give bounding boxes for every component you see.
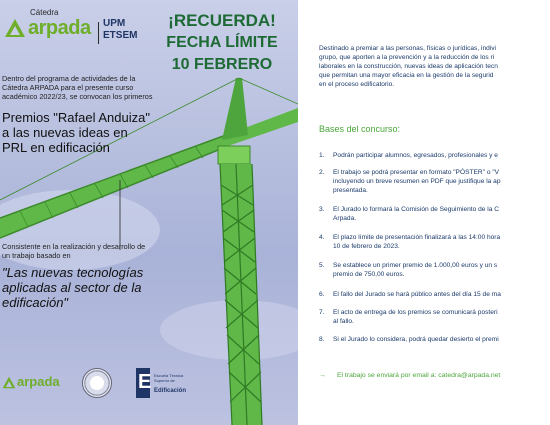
- intro-line: Cátedra ARPADA para el presente curso: [2, 83, 134, 92]
- rule-text: premio de 750,00 euros.: [333, 271, 405, 278]
- arpada-bottom-logo-text: arpada: [17, 374, 60, 389]
- award-description: [319, 44, 550, 89]
- deadline-reminder: [152, 10, 292, 76]
- contest-theme-line: edificación": [2, 295, 69, 310]
- logo-etsem-text: ETSEM: [103, 30, 138, 41]
- arrow-right-icon: →: [319, 372, 326, 379]
- work-description-line: Consistente en la realización y desarrollo de: [2, 242, 146, 251]
- etse-letter-icon: E: [138, 371, 152, 393]
- rule-text: El fallo del Jurado se hará público antes del día 15 de ma: [333, 291, 501, 298]
- award-title-line: PRL en edificación: [2, 140, 110, 155]
- rule-text: El acto de entrega de los premios se comunicará posteri: [333, 309, 498, 316]
- rule-number: 8.: [319, 336, 325, 343]
- work-description-line: un trabajo basado en: [2, 251, 71, 260]
- rule-number: 4.: [319, 234, 325, 241]
- rule-text: El Jurado lo formará la Comisión de Seguimiento de la C: [333, 206, 500, 213]
- description-line: que permitan una mayor eficacia en la gestión de la segurid: [319, 72, 494, 79]
- rule-text: El trabajo se podrá presentar en formato "PÓSTER" o "V: [333, 169, 500, 176]
- rule-number: 3.: [319, 206, 325, 213]
- arpada-triangle-icon: [4, 18, 26, 38]
- award-title-line: a las nuevas ideas en: [2, 125, 128, 140]
- rule-text: al fallo.: [333, 318, 354, 325]
- contest-theme-line: "Las nuevas tecnologías: [2, 265, 144, 280]
- description-line: Destinado a premiar a las personas, físicas o jurídicas, indivi: [319, 45, 497, 52]
- rule-text: Se establece un primer premio de 1.000,00 euros y un s: [333, 262, 498, 269]
- escuela-edificacion-logo: [136, 368, 226, 402]
- logo-divider: [98, 22, 99, 44]
- submission-email-text[interactable]: El trabajo se enviará por email a: catedra@arpada.net: [337, 372, 501, 379]
- rule-number: 6.: [319, 291, 325, 298]
- university-seal-icon: [82, 368, 112, 398]
- etse-logo-subtitle: [154, 373, 224, 383]
- description-line: en el proceso edificatorio.: [319, 81, 395, 88]
- contest-theme: [2, 265, 177, 310]
- intro-text: [2, 74, 212, 101]
- deadline-date: 10 FEBRERO: [171, 56, 273, 73]
- rule-text: 10 de febrero de 2023.: [333, 243, 400, 250]
- award-title: [2, 110, 202, 155]
- contest-theme-line: aplicadas al sector de la: [2, 280, 142, 295]
- rules-heading: Bases del concurso:: [319, 124, 401, 134]
- logo-arpada-text: arpada: [28, 17, 91, 39]
- rule-number: 2.: [319, 169, 325, 176]
- catedra-arpada-upm-logo: [4, 4, 144, 52]
- etse-line: Escuela Técnica: [154, 373, 184, 378]
- description-line: grupo, que aporten a la prevención y a la reducción de los ri: [319, 54, 495, 61]
- rule-number: 1.: [319, 152, 325, 159]
- work-description: [2, 242, 202, 260]
- rule-number: 7.: [319, 309, 325, 316]
- logo-upm-text: UPM: [103, 18, 126, 29]
- arpada-bottom-logo: [2, 374, 62, 392]
- rule-text: presentada.: [333, 187, 368, 194]
- fecha-limite-heading: FECHA LÍMITE: [166, 34, 278, 51]
- rule-text: El plazo límite de presentación finalizará a las 14:00 hora: [333, 234, 501, 241]
- rule-number: 5.: [319, 262, 325, 269]
- intro-line: académico 2022/23, se convocan los primeros: [2, 92, 153, 101]
- rule-text: Podrán participar alumnos, egresados, profesionales y e: [333, 152, 498, 159]
- intro-line: Dentro del programa de actividades de la: [2, 74, 136, 83]
- rule-text: Si el Jurado lo considera, podrá quedar desierto el premi: [333, 336, 499, 343]
- etse-line: Superior de: [154, 378, 175, 383]
- rule-text: incluyendo un breve resumen en PDF que justifique la ap: [333, 178, 501, 185]
- description-line: laborales en la construcción, nuevas ideas de aplicación tecn: [319, 63, 498, 70]
- recuerda-heading: ¡RECUERDA!: [168, 11, 276, 30]
- award-title-line: Premios "Rafael Anduiza": [2, 110, 150, 125]
- arpada-triangle-icon: [2, 376, 16, 389]
- etse-logo-title: Edificación: [154, 388, 187, 394]
- etse-logo-mark: [136, 368, 150, 398]
- contest-rules-page: [298, 0, 550, 425]
- rule-text: Arpada.: [333, 215, 357, 222]
- logo-catedra-text: Cátedra: [30, 8, 59, 17]
